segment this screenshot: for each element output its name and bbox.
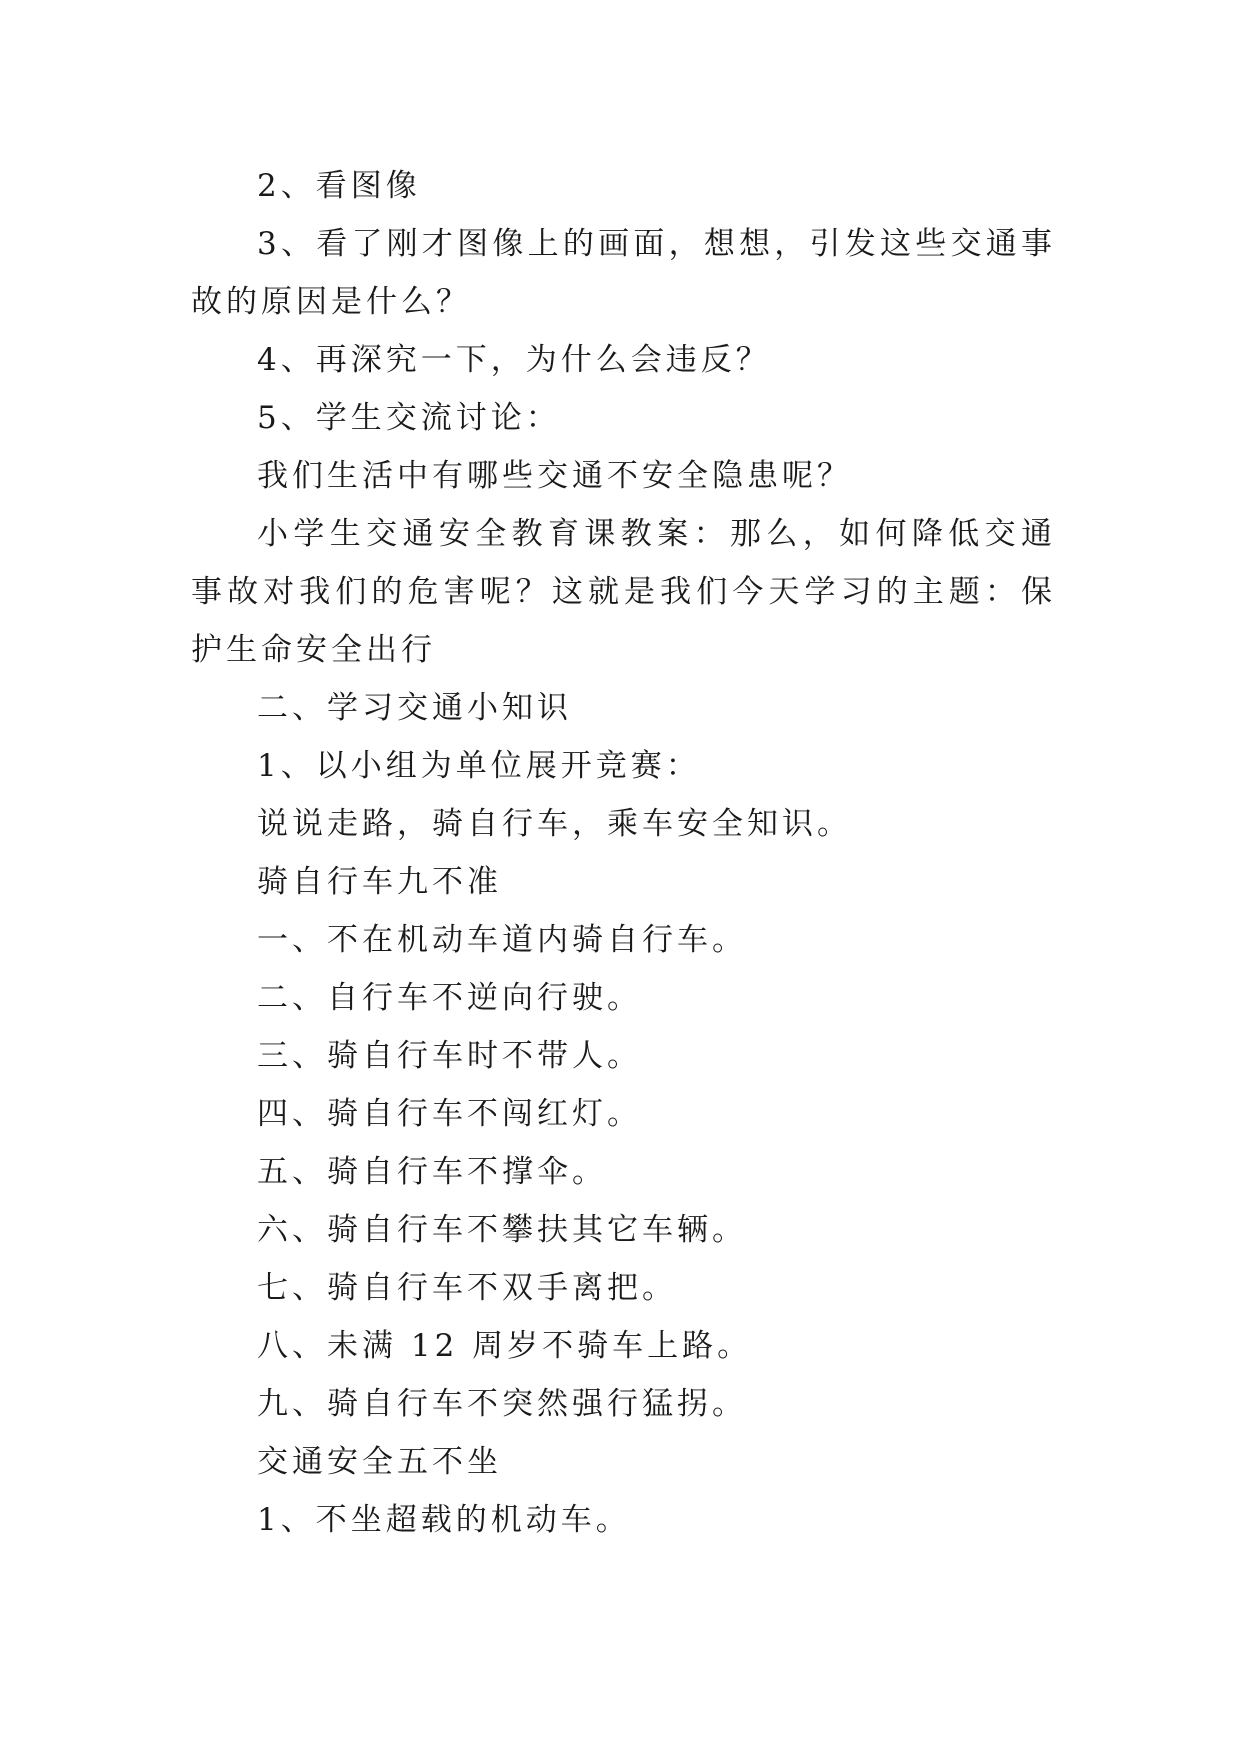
- list-item: 1、不坐超载的机动车。: [257, 1502, 631, 1538]
- list-item: 二、自行车不逆向行驶。: [257, 980, 642, 1016]
- list-item: 三、骑自行车时不带人。: [257, 1038, 642, 1074]
- list-item: 四、骑自行车不闯红灯。: [257, 1096, 642, 1132]
- paragraph: 4、再深究一下，为什么会违反？: [257, 342, 771, 378]
- section-heading: 二、学习交通小知识: [257, 690, 572, 726]
- list-heading: 交通安全五不坐: [257, 1444, 502, 1480]
- paragraph: 小学生交通安全教育课教案：那么，如何降低交通事故对我们的危害呢？这就是我们今天学习的主题：保护生命安全出行: [191, 516, 1056, 668]
- list-item: 八、未满 12 周岁不骑车上路。: [257, 1328, 753, 1364]
- paragraph: 我们生活中有哪些交通不安全隐患呢？: [257, 458, 852, 494]
- paragraph: 说说走路，骑自行车，乘车安全知识。: [257, 806, 852, 842]
- list-heading: 骑自行车九不准: [257, 864, 502, 900]
- list-item: 九、骑自行车不突然强行猛拐。: [257, 1386, 747, 1422]
- document-body: [191, 157, 1056, 1549]
- paragraph: 1、以小组为单位展开竞赛：: [257, 748, 701, 784]
- list-item: 六、骑自行车不攀扶其它车辆。: [257, 1212, 747, 1248]
- list-item: 一、不在机动车道内骑自行车。: [257, 922, 747, 958]
- paragraph: 3、看了刚才图像上的画面，想想，引发这些交通事故的原因是什么？: [191, 226, 1056, 320]
- paragraph: 5、学生交流讨论：: [257, 400, 561, 436]
- paragraph: 2、看图像: [257, 168, 421, 204]
- list-item: 七、骑自行车不双手离把。: [257, 1270, 677, 1306]
- list-item: 五、骑自行车不撑伞。: [257, 1154, 607, 1190]
